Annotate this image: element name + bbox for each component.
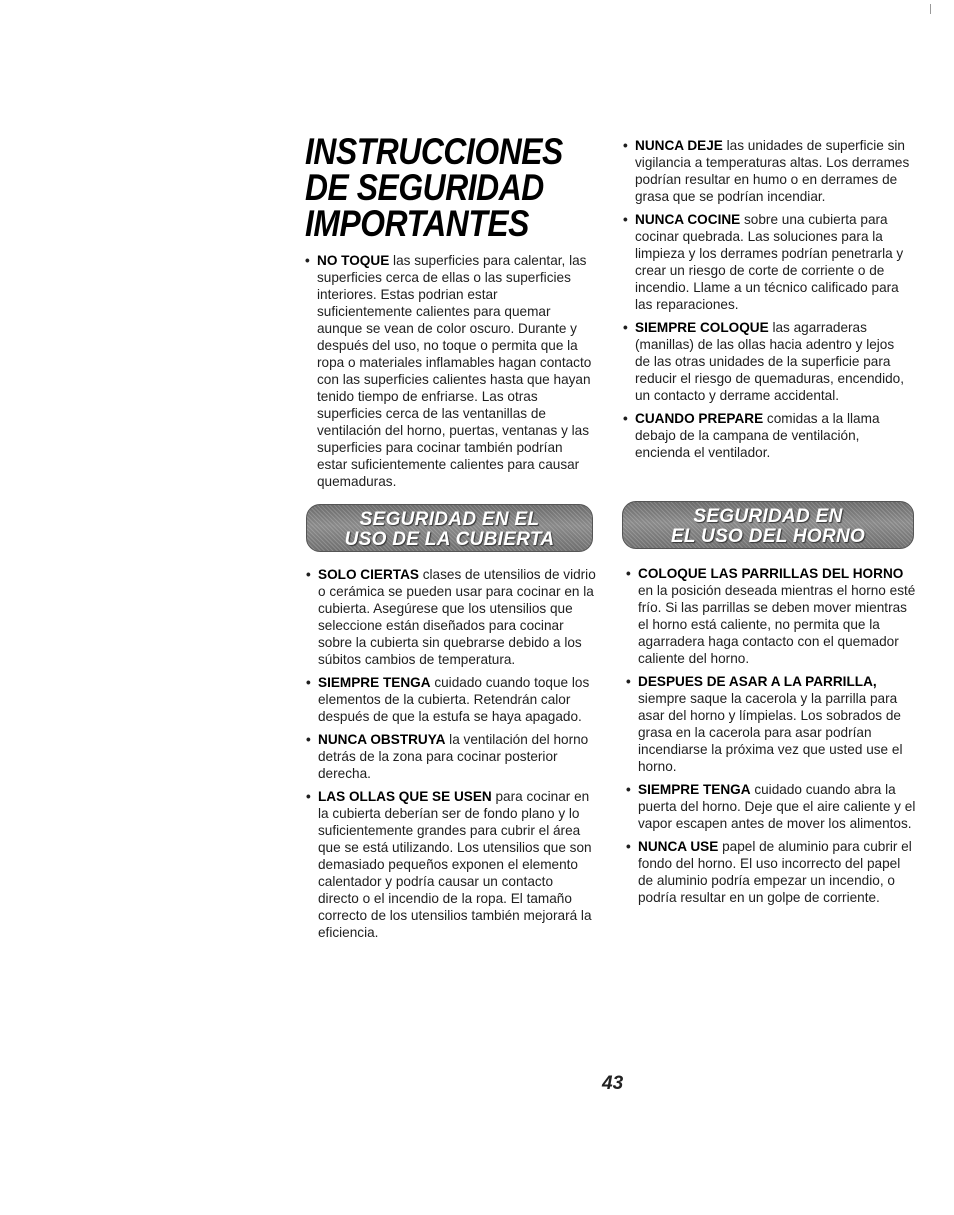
bullet-icon: • xyxy=(306,567,311,582)
item-keyword: NO TOQUE xyxy=(317,253,390,268)
title-line-3: IMPORTANTES xyxy=(305,203,529,244)
list-item xyxy=(623,319,913,404)
item-keyword: COLOQUE LAS PARRILLAS DEL HORNO xyxy=(638,566,904,581)
section-banner-cooktop xyxy=(306,504,593,552)
banner-line-2: USO DE LA CUBIERTA xyxy=(344,529,555,550)
list-item xyxy=(623,211,913,313)
bullet-icon: • xyxy=(623,212,628,227)
page-title xyxy=(305,131,563,244)
bullet-icon: • xyxy=(626,674,631,689)
item-keyword: NUNCA DEJE xyxy=(635,138,723,153)
list-item xyxy=(306,731,596,782)
item-text: en la posición deseada mientras el horno esté frío. Si las parrillas se deben mover mientras el horno está caliente, no permita que la agarradera haga contacto con el quemador caliente del horno. xyxy=(638,583,916,666)
item-text: las superficies para calentar, las superficies cerca de ellas o las superficies interiores. Estas podrian estar suficientemente calientes para quemar aunque se vean de color oscuro. Durante y después del uso, no toque o permita que la ropa o materiales inflamables hagan contacto con las superficies calientes hasta que hayan tenido tiempo de enfriarse. Las otras superficies cerca de las ventanillas de ventilación del horno, puertas, ventanas y las superficies para cocinar también podrían estar suficientemente calientes para causar quemaduras. xyxy=(317,253,592,489)
bullet-icon: • xyxy=(306,732,311,747)
title-line-2: DE SEGURIDAD xyxy=(305,167,544,208)
list-item xyxy=(306,566,596,668)
oven-safety-list xyxy=(626,565,916,912)
item-text: la ventilación del horno detrás de la zona para cocinar posterior derecha. xyxy=(318,732,589,781)
title-line-1: INSTRUCCIONES xyxy=(305,131,563,172)
list-item xyxy=(626,838,916,906)
item-text: cuidado cuando abra la puerta del horno. Deje que el aire caliente y el vapor escapen antes de mover los alimentos. xyxy=(638,782,916,831)
banner-line-1: SEGURIDAD EN xyxy=(693,506,843,527)
list-item xyxy=(626,673,916,775)
bullet-icon: • xyxy=(626,782,631,797)
section-banner-oven xyxy=(622,501,914,549)
item-keyword: DESPUES DE ASAR A LA PARRILLA, xyxy=(638,674,877,689)
item-text: cuidado cuando toque los elementos de la cubierta. Retendrán calor después de que la estufa se haya apagado. xyxy=(318,675,590,724)
item-text: las agarraderas (manillas) de las ollas hacia adentro y lejos de las otras unidades de la superficie para reducir el riesgo de quemaduras, encendido, un contacto y derrame accidental. xyxy=(635,320,905,403)
bullet-icon: • xyxy=(306,789,311,804)
right-top-list xyxy=(623,137,913,467)
list-item xyxy=(306,674,596,725)
item-text: para cocinar en la cubierta deberían ser de fondo plano y lo suficientemente grandes para cubrir el área que se está utilizando. Los utensilios que son demasiado pequeños exponen el elemento calentador y podría causar un contacto directo o el incendio de la ropa. El tamaño correcto de los utensilios también mejorará la eficiencia. xyxy=(318,789,592,940)
item-keyword: SIEMPRE COLOQUE xyxy=(635,320,769,335)
item-keyword: NUNCA COCINE xyxy=(635,212,741,227)
list-item xyxy=(306,788,596,941)
item-keyword: SOLO CIERTAS xyxy=(318,567,419,582)
item-text: siempre saque la cacerola y la parrilla para asar del horno y límpielas. Los sobrados de grasa en la cacerola para asar podrían incendiarse la próxima vez que usted use el horno. xyxy=(638,691,903,774)
item-text: comidas a la llama debajo de la campana de ventilación, encienda el ventilador. xyxy=(635,411,880,460)
item-keyword: SIEMPRE TENGA xyxy=(638,782,751,797)
bullet-icon: • xyxy=(626,566,631,581)
item-keyword: SIEMPRE TENGA xyxy=(318,675,431,690)
bullet-icon: • xyxy=(626,839,631,854)
cooktop-safety-list xyxy=(306,566,596,947)
item-keyword: LAS OLLAS QUE SE USEN xyxy=(318,789,492,804)
bullet-icon: • xyxy=(623,411,628,426)
bullet-icon: • xyxy=(623,320,628,335)
page-number: 43 xyxy=(602,1073,624,1094)
scan-mark xyxy=(930,4,931,14)
banner-line-1: SEGURIDAD EN EL xyxy=(359,509,540,530)
bullet-icon: • xyxy=(623,138,628,153)
bullet-icon: • xyxy=(305,253,310,268)
list-item xyxy=(623,410,913,461)
item-text: papel de aluminio para cubrir el fondo del horno. El uso incorrecto del papel de aluminio podría empezar un incendio, o podría resultar en un golpe de corriente. xyxy=(638,839,912,905)
banner-line-2: EL USO DEL HORNO xyxy=(670,526,866,547)
item-text: las unidades de superficie sin vigilancia a temperaturas altas. Los derrames podrían resultar en humo o en derrames de grasa que se podrían incendiar. xyxy=(635,138,910,204)
list-item xyxy=(623,137,913,205)
item-keyword: NUNCA USE xyxy=(638,839,719,854)
list-item xyxy=(626,781,916,832)
bullet-icon: • xyxy=(306,675,311,690)
list-item xyxy=(305,252,595,490)
list-item xyxy=(626,565,916,667)
item-text: clases de utensilios de vidrio o cerámica se pueden usar para cocinar en la cubierta. Asegúrese que los utensilios que seleccione están diseñados para cocinar sobre la cubierta sin quebrarse debido a los súbitos cambios de temperatura. xyxy=(318,567,596,667)
item-keyword: CUANDO PREPARE xyxy=(635,411,764,426)
item-text: sobre una cubierta para cocinar quebrada. Las soluciones para la limpieza y los derrames podrían penetrarla y crear un riesgo de corte de corriente o de incendio. Llame a un técnico calificado para las reparaciones. xyxy=(635,212,904,312)
item-keyword: NUNCA OBSTRUYA xyxy=(318,732,446,747)
left-intro-list xyxy=(305,252,595,496)
